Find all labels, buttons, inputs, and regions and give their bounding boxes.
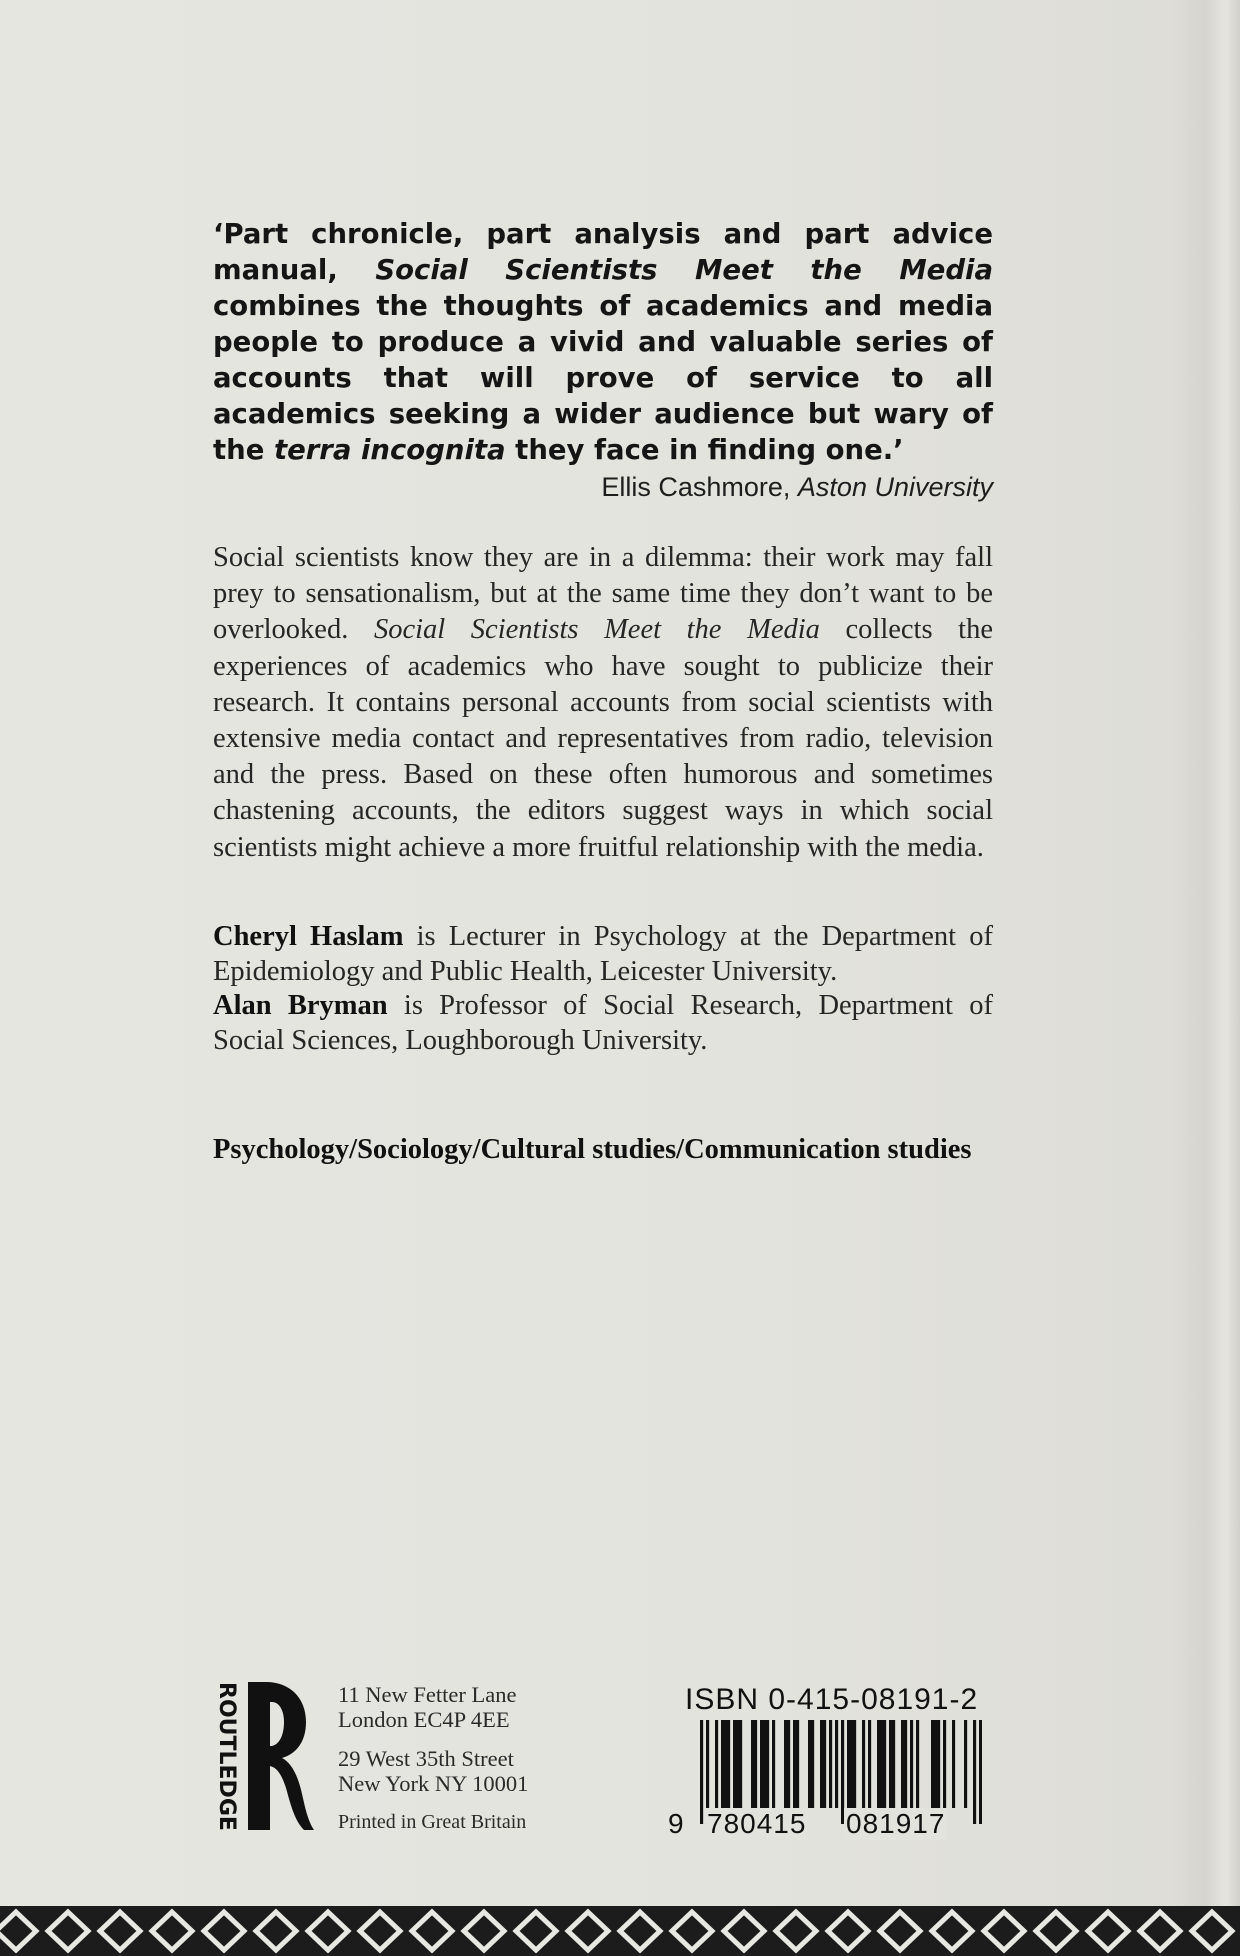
barcode-bar bbox=[823, 1720, 826, 1808]
barcode-bar bbox=[853, 1720, 856, 1808]
barcode-bar bbox=[811, 1720, 814, 1808]
barcode-bar bbox=[877, 1720, 880, 1808]
barcode-bar bbox=[979, 1720, 982, 1824]
barcode-bar bbox=[793, 1720, 796, 1808]
barcode-bar bbox=[751, 1720, 754, 1808]
barcode-bar bbox=[829, 1720, 832, 1808]
decorative-border bbox=[0, 1906, 1240, 1956]
barcode-bar bbox=[808, 1720, 811, 1808]
isbn-label: ISBN 0-415-08191-2 bbox=[685, 1683, 979, 1716]
barcode-bar bbox=[820, 1720, 823, 1808]
barcode-bar bbox=[766, 1720, 769, 1808]
barcode-bar bbox=[715, 1720, 718, 1808]
barcode-bar bbox=[889, 1720, 892, 1808]
barcode-bar bbox=[700, 1720, 703, 1824]
author-name: Cheryl Haslam bbox=[213, 921, 404, 952]
barcode-bar bbox=[868, 1720, 871, 1808]
barcode-bar bbox=[721, 1720, 724, 1808]
barcode-bar bbox=[724, 1720, 727, 1808]
address-line: London EC4P 4EE bbox=[338, 1707, 510, 1732]
barcode-bar bbox=[973, 1720, 976, 1824]
barcode-bar bbox=[784, 1720, 787, 1808]
barcode-bar bbox=[964, 1720, 967, 1808]
author-name: Alan Bryman bbox=[213, 990, 388, 1021]
barcode-bar bbox=[952, 1720, 955, 1808]
review-quote: ‘Part chronicle, part analysis and part advice manual, Social Scientists Meet the Media combines the thoughts of academics and media people to produce a vivid and valuable series of accounts that will prove of service to all academics seeking a wider audience but wary of the terra incognita they face in finding one.’ bbox=[213, 218, 994, 466]
author-bios: Cheryl Haslam is Lecturer in Psychology at the Department of Epidemiology and Public Health, Leicester University. Alan Bryman is Professor of Social Research, Department of Social Sciences, Loughborough University. bbox=[213, 921, 993, 1056]
barcode-bar bbox=[733, 1720, 736, 1808]
barcode-bar bbox=[934, 1720, 937, 1808]
printed-in: Printed in Great Britain bbox=[338, 1811, 527, 1833]
barcode-bar bbox=[763, 1720, 766, 1808]
address-line: 29 West 35th Street bbox=[338, 1746, 514, 1771]
barcode-bar bbox=[880, 1720, 883, 1808]
barcode-bar bbox=[901, 1720, 904, 1808]
barcode-bar bbox=[862, 1720, 865, 1808]
barcode-digits-left: 780415 bbox=[707, 1808, 807, 1839]
barcode-bar bbox=[787, 1720, 790, 1808]
barcode-bar bbox=[904, 1720, 907, 1808]
barcode-bar bbox=[937, 1720, 940, 1808]
barcode-bar bbox=[883, 1720, 886, 1808]
barcode-bar bbox=[916, 1720, 919, 1808]
address-line: 11 New Fetter Lane bbox=[338, 1682, 517, 1707]
barcode-bar bbox=[736, 1720, 739, 1808]
subject-categories: Psychology/Sociology/Cultural studies/Communication studies bbox=[213, 1134, 972, 1165]
barcode-bar bbox=[892, 1720, 895, 1808]
barcode-bar bbox=[835, 1720, 838, 1808]
barcode-bar bbox=[754, 1720, 757, 1808]
barcode-bar bbox=[772, 1720, 775, 1808]
barcode-bar bbox=[910, 1720, 913, 1808]
publisher-addresses bbox=[338, 1682, 598, 1835]
barcode-bar bbox=[727, 1720, 730, 1808]
publisher-name: ROUTLEDGE bbox=[214, 1682, 239, 1831]
page-edge-shadow bbox=[1170, 0, 1240, 1956]
publisher-logo-wordmark bbox=[210, 1680, 242, 1840]
barcode-bar bbox=[739, 1720, 742, 1808]
address-line: New York NY 10001 bbox=[338, 1771, 529, 1796]
barcode-bar bbox=[760, 1720, 763, 1808]
publisher-logo-icon bbox=[244, 1676, 316, 1836]
barcode-digit-prefix: 9 bbox=[668, 1808, 685, 1839]
quote-attribution: Ellis Cashmore, Aston University bbox=[601, 472, 993, 502]
barcode-digits-right: 081917 bbox=[846, 1808, 946, 1839]
barcode-bar bbox=[943, 1720, 946, 1808]
barcode-bar bbox=[931, 1720, 934, 1808]
book-description: Social scientists know they are in a dilemma: their work may fall prey to sensationalism, but at the same time they don’t want to be overlooked. Social Scientists Meet the Media collects the experiences of academics who have sought to publicize their research. It contains personal accounts from social scientists with extensive media contact and representatives from radio, television and the press. Based on these often humorous and sometimes chastening accounts, the editors suggest ways in which social scientists might achieve a more fruitful relationship with the media. bbox=[213, 542, 993, 863]
barcode-bar bbox=[796, 1720, 799, 1808]
